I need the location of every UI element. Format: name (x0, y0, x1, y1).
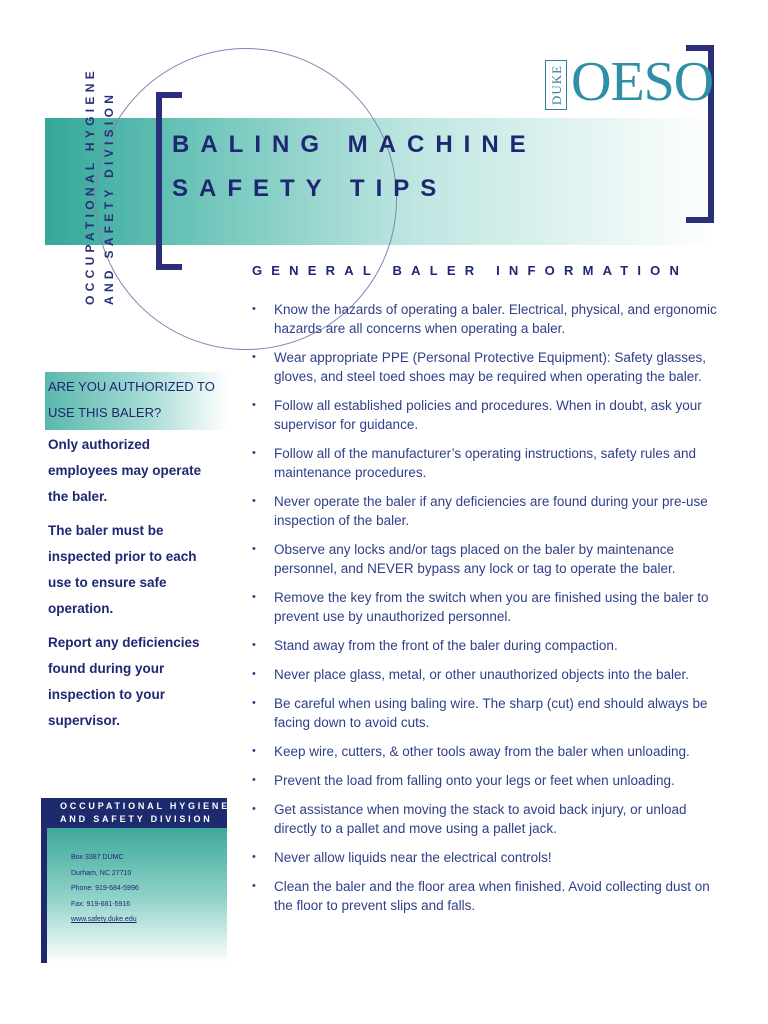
title-line1: BALING MACHINE (172, 131, 537, 158)
authorization-question: ARE YOU AUTHORIZED TO USE THIS BALER? (48, 379, 215, 420)
bullet-icon: • (252, 745, 256, 757)
tip-text: Clean the baler and the floor area when finished. Avoid collecting dust on the floor to prevent slips and falls. (274, 879, 710, 913)
bullet-icon: • (252, 303, 256, 315)
duke-oeso-logo (545, 50, 714, 114)
contact-mailbox: Box 3387 DUMC (71, 854, 124, 861)
tip-item (250, 665, 725, 684)
contact-title (60, 800, 230, 826)
duke-logo-box (545, 60, 567, 110)
tip-text: Follow all of the manufacturer’s operating instructions, safety rules and maintenance procedures. (274, 446, 696, 480)
contact-fax: Fax: 919-681-5916 (71, 900, 131, 908)
contact-box-edge (41, 798, 47, 963)
tip-item (250, 588, 725, 626)
contact-phone: Phone: 919-684-5996 (71, 885, 139, 892)
tip-item (250, 636, 725, 655)
division-vertical-line1: OCCUPATIONAL HYGIENE (83, 66, 97, 305)
tip-text: Observe any locks and/or tags placed on the baler by maintenance personnel, and NEVER bypass any lock or tag to operate the baler. (274, 542, 676, 576)
bullet-icon: • (252, 668, 256, 680)
section-heading: GENERAL BALER INFORMATION (252, 263, 689, 278)
bullet-icon: • (252, 447, 256, 459)
division-vertical-line2: AND SAFETY DIVISION (102, 90, 116, 305)
tip-item (250, 300, 725, 338)
oeso-logo-text: OESO (571, 51, 714, 113)
tip-item (250, 444, 725, 482)
division-vertical-label (81, 45, 119, 305)
contact-details (71, 850, 221, 928)
tip-item (250, 742, 725, 761)
contact-city: Durham, NC 27710 (71, 869, 132, 877)
contact-website-link[interactable]: www.safety.duke.edu (71, 916, 137, 923)
tip-text: Follow all established policies and procedures. When in doubt, ask your supervisor for guidance. (274, 398, 702, 432)
bullet-icon: • (252, 543, 256, 555)
tip-item (250, 492, 725, 530)
tip-text: Know the hazards of operating a baler. Electrical, physical, and ergonomic hazards are all concerns when operating a baler. (274, 302, 717, 336)
tip-text: Be careful when using baling wire. The sharp (cut) end should always be facing down to avoid cuts. (274, 696, 708, 730)
tip-text: Stand away from the front of the baler during compaction. (274, 638, 618, 653)
page-title (172, 123, 537, 211)
tip-item (250, 694, 725, 732)
tip-text: Never place glass, metal, or other unauthorized objects into the baler. (274, 667, 689, 682)
tip-item (250, 877, 725, 915)
tip-text: Wear appropriate PPE (Personal Protective Equipment): Safety glasses, gloves, and steel toed shoes may be required when operating the baler. (274, 350, 706, 384)
tip-item (250, 800, 725, 838)
bullet-icon: • (252, 697, 256, 709)
authorization-note: Only authorized employees may operate the baler. (48, 437, 202, 504)
bullet-icon: • (252, 495, 256, 507)
title-line2: SAFETY TIPS (172, 175, 448, 202)
tip-text: Keep wire, cutters, & other tools away from the baler when unloading. (274, 744, 690, 759)
bullet-icon: • (252, 774, 256, 786)
tip-text: Remove the key from the switch when you are finished using the baler to prevent use by unauthorized personnel. (274, 590, 709, 624)
contact-title-line2: AND SAFETY DIVISION (60, 814, 213, 824)
tip-item (250, 540, 725, 578)
authorization-note: The baler must be inspected prior to each use to ensure safe operation. (48, 523, 197, 616)
tip-text: Get assistance when moving the stack to avoid back injury, or unload directly to a pallet and move using a pallet jack. (274, 802, 687, 836)
bullet-icon: • (252, 639, 256, 651)
tip-text: Never operate the baler if any deficiencies are found during your pre-use inspection of the baler. (274, 494, 708, 528)
bullet-icon: • (252, 880, 256, 892)
tip-text: Never allow liquids near the electrical controls! (274, 850, 552, 865)
tip-text: Prevent the load from falling onto your legs or feet when unloading. (274, 773, 675, 788)
bullet-icon: • (252, 851, 256, 863)
bullet-icon: • (252, 399, 256, 411)
authorization-notes (48, 432, 223, 742)
bullet-icon: • (252, 591, 256, 603)
authorization-note: Report any deficiencies found during your inspection to your supervisor. (48, 635, 200, 728)
contact-title-line1: OCCUPATIONAL HYGIENE (60, 801, 231, 811)
tip-item (250, 848, 725, 867)
tip-item (250, 348, 725, 386)
tip-item (250, 396, 725, 434)
tips-list (250, 300, 725, 925)
bullet-icon: • (252, 351, 256, 363)
tip-item (250, 771, 725, 790)
bullet-icon: • (252, 803, 256, 815)
duke-logo-text: DUKE (549, 64, 564, 106)
